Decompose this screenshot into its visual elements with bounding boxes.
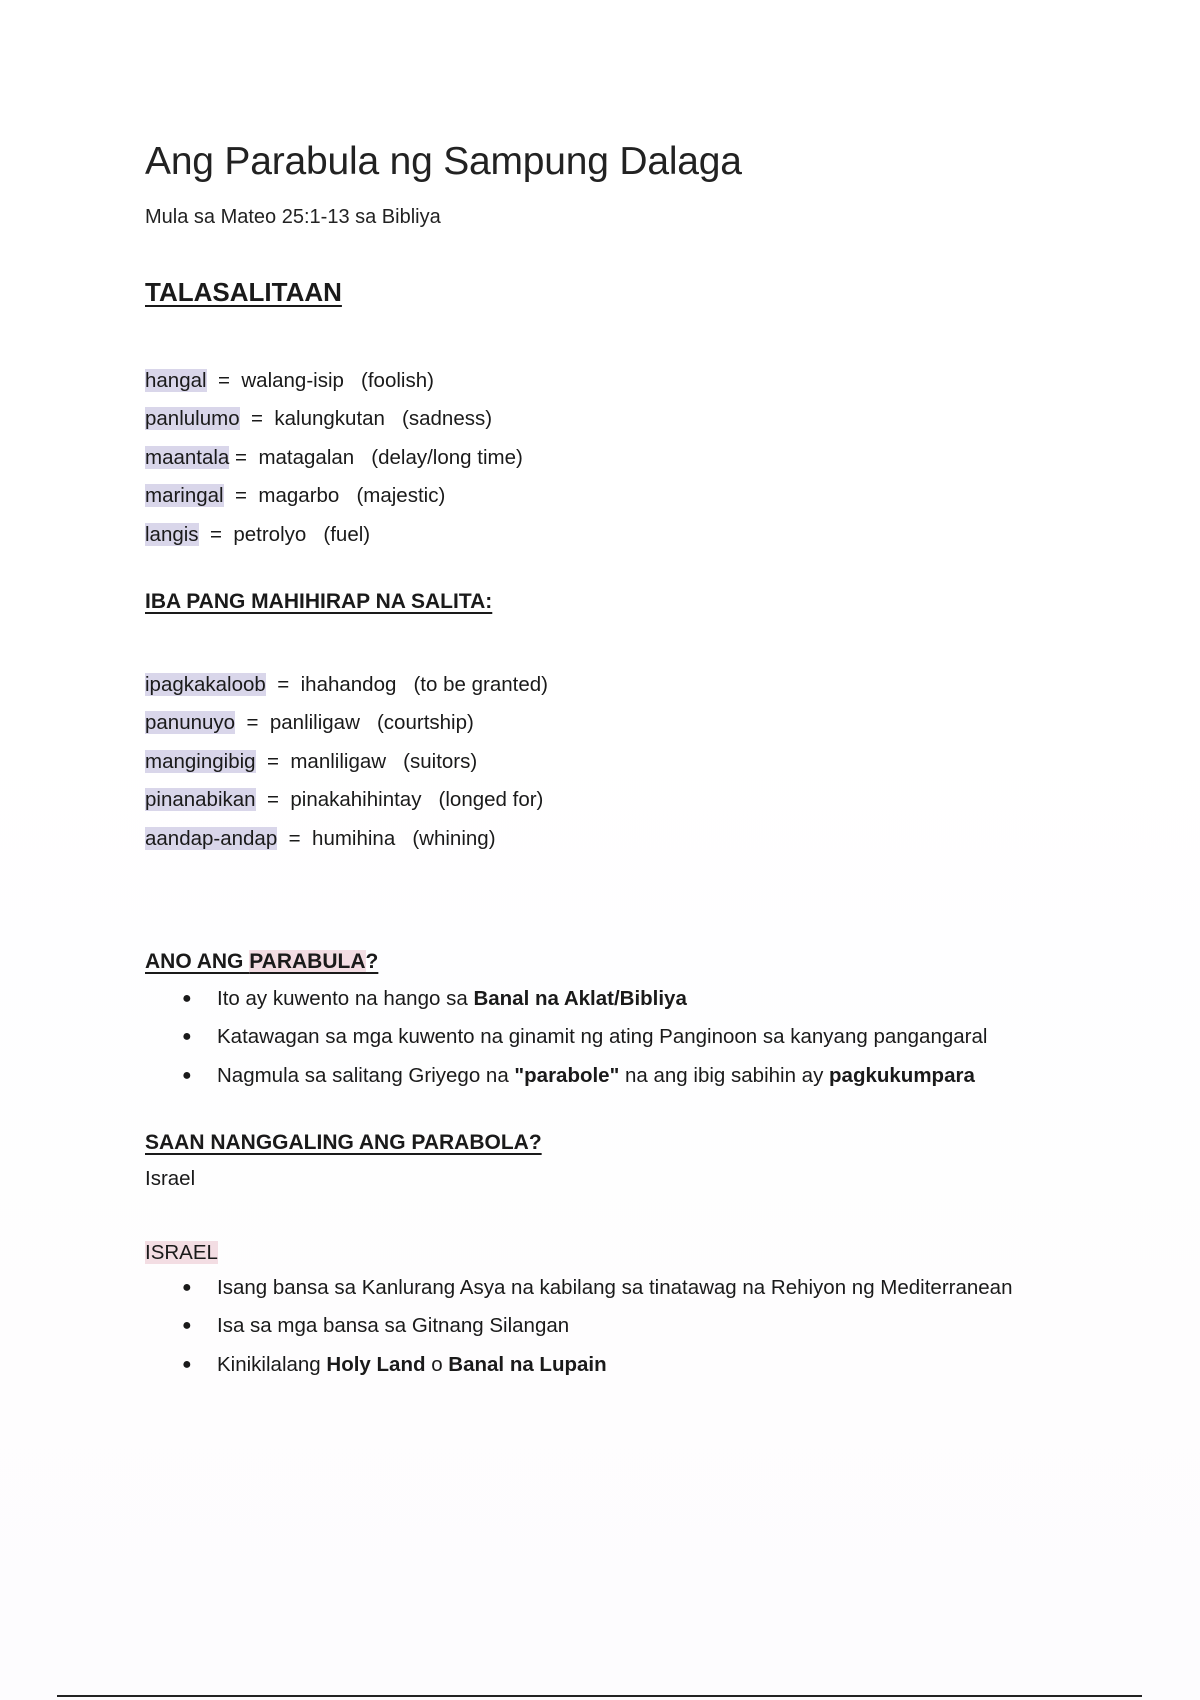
vocab-word: aandap-andap: [145, 826, 278, 850]
vocab-meaning: walang-isip: [241, 369, 344, 392]
equals-sign: =: [288, 826, 301, 850]
vocab-meaning: manliligaw: [290, 749, 387, 773]
list-item: [145, 1018, 1105, 1056]
vocab-english: (suitors): [403, 749, 478, 773]
vocab-english: (sadness): [402, 407, 493, 431]
equals-sign: =: [235, 445, 248, 469]
bullet-text: Ito ay kuwento na hango sa: [217, 986, 474, 1010]
vocab-meaning: pinakahihintay: [290, 788, 422, 812]
list-item: [145, 1307, 1105, 1345]
bullet-icon: ●: [182, 1279, 192, 1297]
bullet-icon: ●: [182, 1355, 192, 1373]
vocab-item: [145, 820, 1105, 858]
list-item: [145, 1346, 1105, 1384]
vocab-item: [145, 362, 1105, 400]
bullet-text: Katawagan sa mga kuwento na ginamit ng ating Panginoon sa kanyang pangangaral: [217, 1025, 988, 1049]
ano-ang-parabula-heading: [145, 950, 1105, 974]
bold-text: Banal na Lupain: [448, 1352, 607, 1376]
bullet-icon: ●: [182, 1028, 192, 1046]
bullet-text: Kinikilalang: [217, 1352, 327, 1376]
saan-answer: Israel: [145, 1167, 196, 1191]
bullet-icon: ●: [182, 1066, 192, 1084]
vocab-english: (foolish): [361, 369, 434, 392]
parabula-term: PARABULA: [249, 949, 366, 973]
equals-sign: =: [209, 522, 222, 546]
vocab-english: (courtship): [376, 711, 474, 735]
bullet-text: o: [425, 1352, 449, 1376]
israel-bullet-list: [145, 1269, 1105, 1384]
document-content: [145, 140, 1105, 1384]
vocab-meaning: matagalan: [258, 445, 355, 469]
vocab-item: [145, 666, 1105, 704]
list-item: [145, 980, 1105, 1018]
bold-text: Banal na Aklat/Bibliya: [473, 986, 687, 1010]
vocab-word: maringal: [145, 484, 224, 508]
vocab-english: (longed for): [438, 788, 544, 812]
vocab-word: langis: [145, 522, 199, 546]
vocab-meaning: petrolyo: [233, 522, 307, 546]
talasalitaan-heading: TALASALITAAN: [145, 277, 342, 307]
equals-sign: =: [266, 749, 279, 773]
equals-sign: =: [277, 672, 290, 696]
equals-sign: =: [246, 711, 259, 735]
parabula-bullet-list: [145, 980, 1105, 1095]
vocab-english: (fuel): [323, 522, 371, 546]
israel-term: ISRAEL: [145, 1241, 218, 1265]
list-item: [145, 1269, 1105, 1307]
equals-sign: =: [266, 788, 279, 812]
israel-heading: [145, 1241, 1105, 1265]
page-title: Ang Parabula ng Sampung Dalaga: [145, 140, 742, 183]
bold-text: "parabole": [514, 1063, 620, 1087]
list-item: [145, 1057, 1105, 1095]
saan-nanggaling-heading: SAAN NANGGALING ANG PARABOLA?: [145, 1131, 542, 1155]
page-bottom-divider: [57, 1695, 1142, 1697]
talasalitaan-list: [145, 362, 1105, 554]
page-subtitle: Mula sa Mateo 25:1-13 sa Bibliya: [145, 206, 441, 228]
vocab-word: hangal: [145, 369, 207, 392]
vocab-item: [145, 743, 1105, 781]
vocab-meaning: panliligaw: [269, 711, 360, 735]
vocab-meaning: kalungkutan: [274, 407, 385, 431]
bullet-text: Nagmula sa salitang Griyego na: [217, 1063, 515, 1087]
vocab-meaning: magarbo: [258, 484, 340, 508]
vocab-meaning: ihahandog: [300, 672, 397, 696]
vocab-word: maantala: [145, 445, 230, 469]
vocab-item: [145, 704, 1105, 742]
equals-sign: =: [251, 407, 263, 431]
vocab-word: pinanabikan: [145, 788, 256, 812]
vocab-item: [145, 439, 1105, 477]
vocab-english: (delay/long time): [371, 445, 523, 469]
bold-text: pagkukumpara: [829, 1063, 975, 1087]
vocab-word: panunuyo: [145, 711, 236, 735]
vocab-english: (majestic): [356, 484, 446, 508]
vocab-word: mangingibig: [145, 749, 256, 773]
vocab-word: panlulumo: [145, 407, 240, 431]
iba-pang-salita-heading: IBA PANG MAHIHIRAP NA SALITA:: [145, 589, 493, 613]
heading-text: ANO ANG: [145, 949, 250, 973]
equals-sign: =: [217, 369, 230, 392]
vocab-item: [145, 516, 1105, 554]
bullet-text: Isang bansa sa Kanlurang Asya na kabilang sa tinatawag na Rehiyon ng Mediterranean: [217, 1276, 1013, 1300]
bullet-text: na ang ibig sabihin ay: [619, 1063, 830, 1087]
equals-sign: =: [235, 484, 248, 508]
iba-pang-salita-list: [145, 666, 1105, 858]
bold-text: Holy Land: [326, 1352, 426, 1376]
bullet-icon: ●: [182, 989, 192, 1007]
vocab-item: [145, 400, 1105, 438]
vocab-word: ipagkakaloob: [145, 672, 266, 696]
bullet-text: Isa sa mga bansa sa Gitnang Silangan: [217, 1314, 570, 1338]
vocab-item: [145, 477, 1105, 515]
vocab-meaning: humihina: [312, 826, 396, 850]
vocab-english: (whining): [412, 826, 496, 850]
bullet-icon: ●: [182, 1317, 192, 1335]
vocab-item: [145, 781, 1105, 819]
vocab-english: (to be granted): [413, 672, 548, 696]
heading-text: ?: [365, 949, 379, 973]
